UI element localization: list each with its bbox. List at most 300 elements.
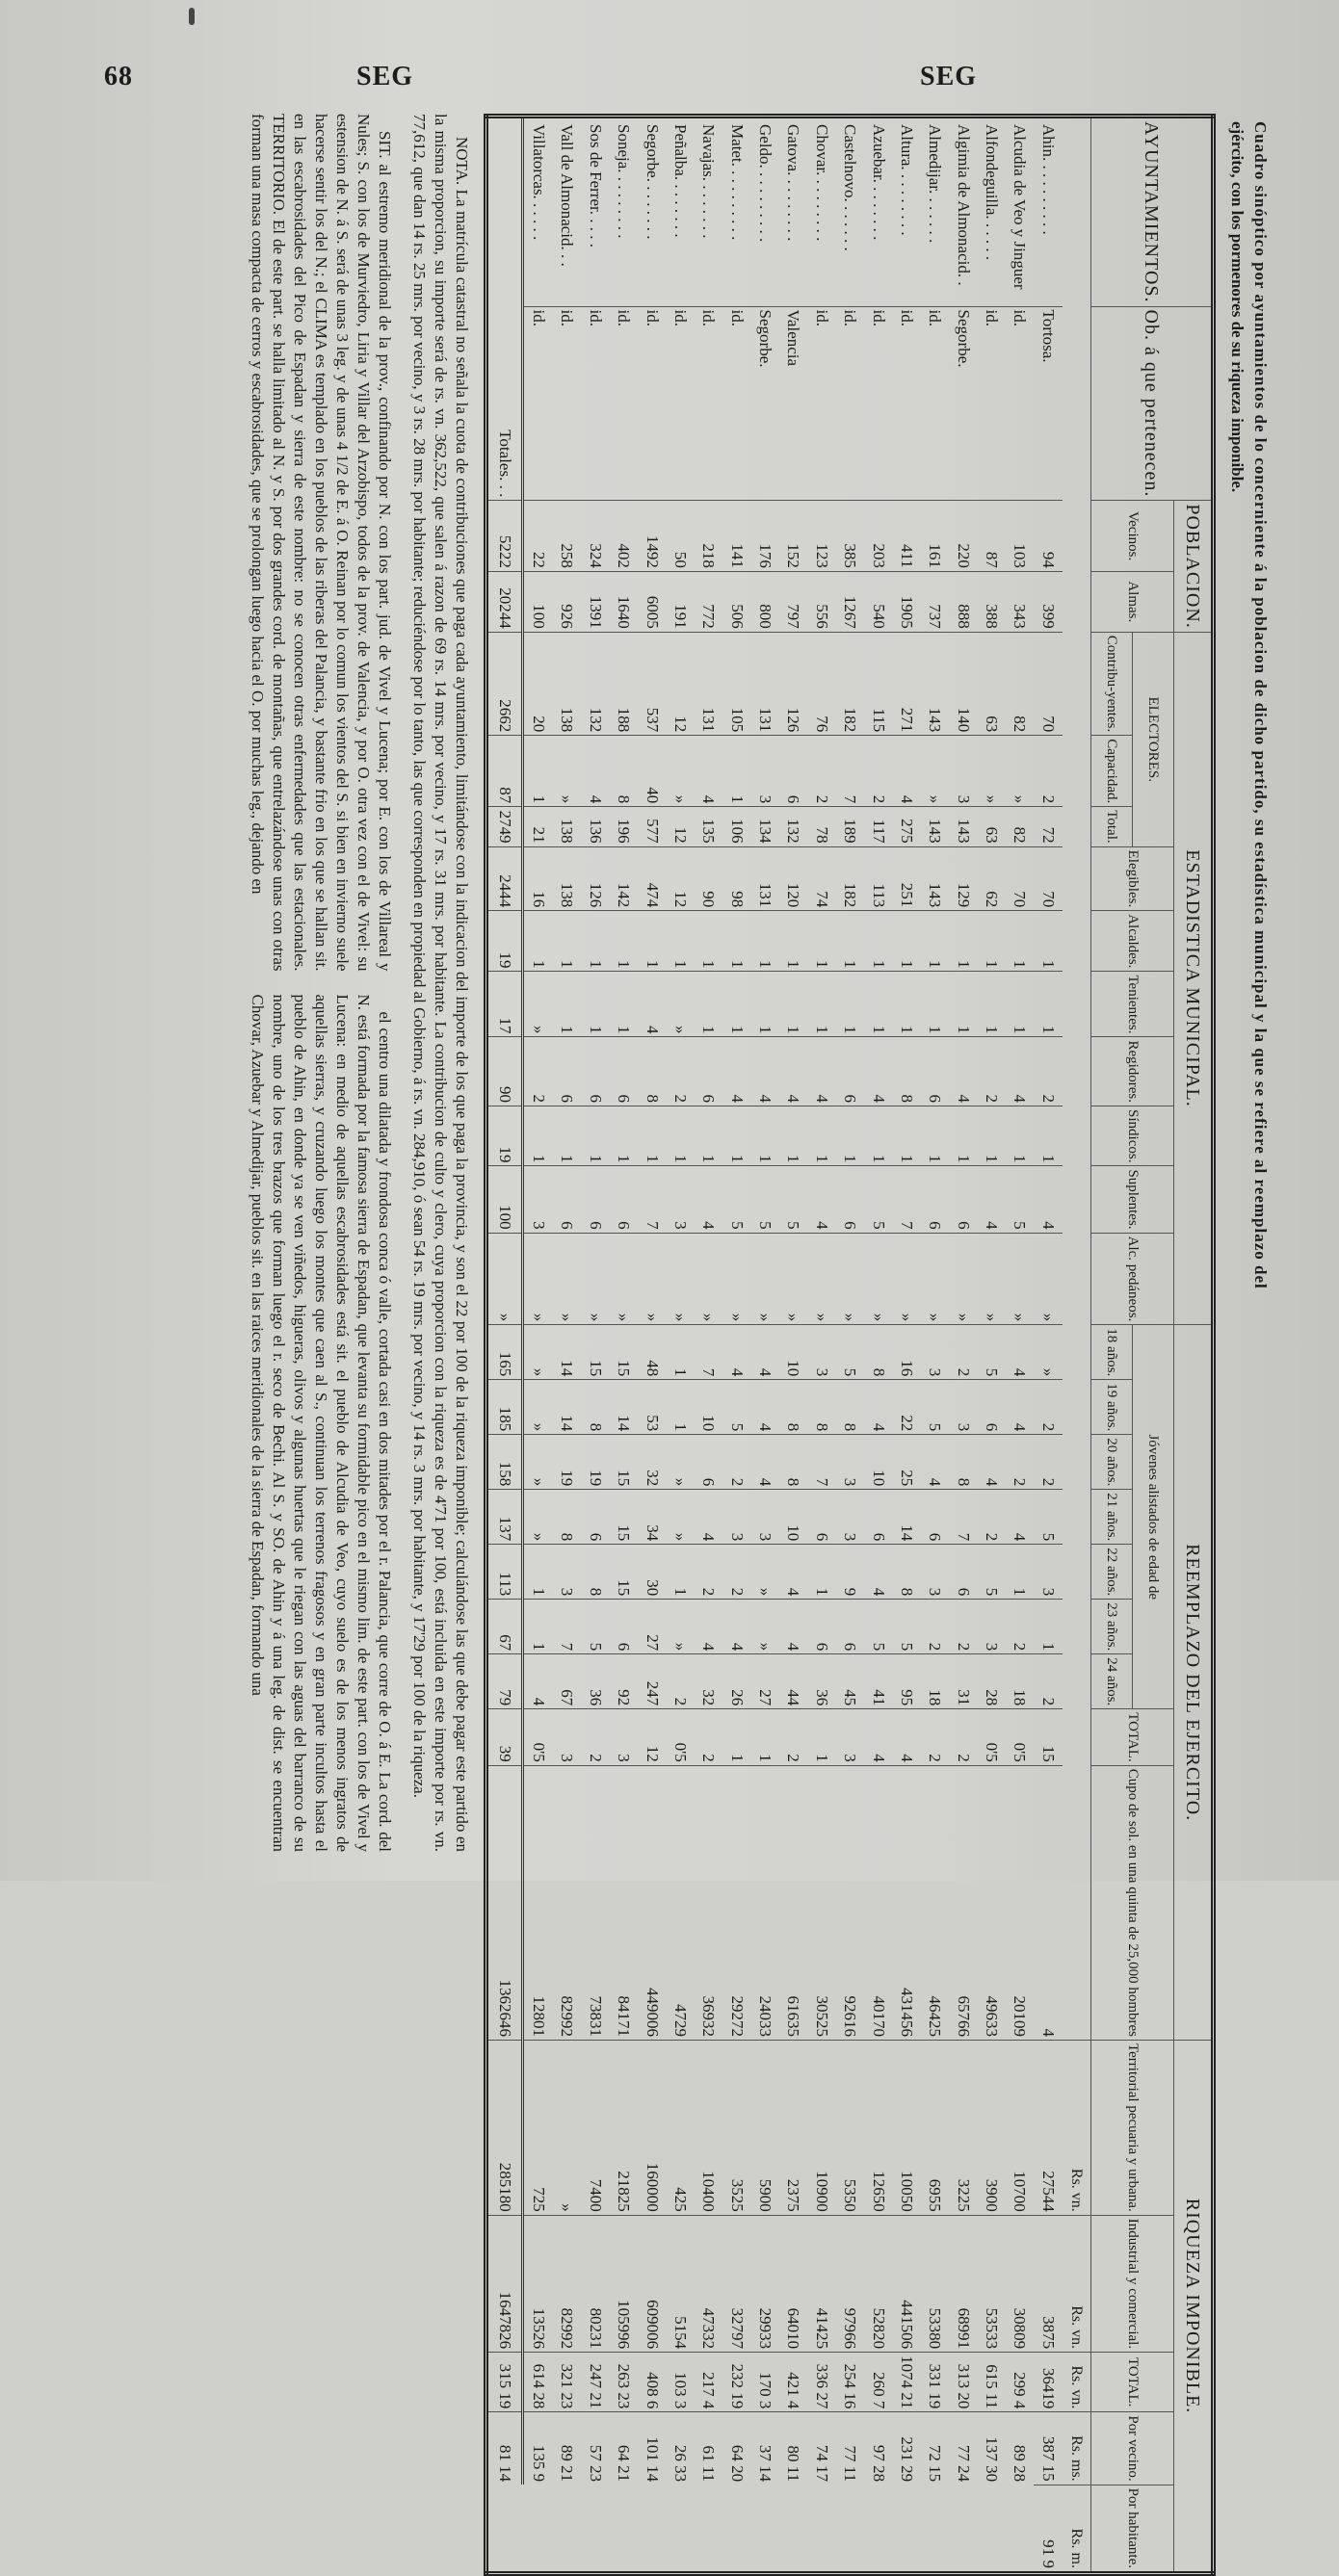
col-cupo: Cupo de sol. en una quinta de 25,000 hombres [1091, 1765, 1174, 2040]
totals-cell: 315 19 [486, 2353, 523, 2412]
table-cell: 16 [523, 846, 553, 911]
table-cell: 8 [807, 1380, 835, 1435]
table-cell: 191 [666, 571, 694, 632]
row-ayuntamiento: Geldo. . . . . . . . . . [750, 117, 778, 307]
table-cell: 188 [610, 632, 638, 735]
table-cell: » [523, 1435, 553, 1490]
table-cell: 126 [779, 632, 807, 735]
row-ayuntamiento: Algimia de Almonacid. . [949, 117, 977, 307]
table-cell: 12 [666, 807, 694, 846]
table-cell: 131 [750, 632, 778, 735]
group-riqueza: RIQUEZA IMPONIBLE. [1174, 2041, 1214, 2574]
table-cell: 1 [1006, 972, 1034, 1037]
table-row [1034, 117, 1062, 2574]
table-cell: 247 21 [581, 2353, 609, 2412]
table-cell: 1 [807, 1709, 835, 1765]
table-cell: » [949, 1233, 977, 1325]
table-cell: 15 [610, 1490, 638, 1545]
table-cell: 9 [836, 1545, 864, 1600]
totals-cell: 1362646 [486, 1765, 523, 2040]
table-cell: » [523, 1380, 553, 1435]
table-cell: 68991 [949, 2215, 977, 2352]
totals-cell: » [486, 1233, 523, 1325]
table-cell: 13526 [523, 2215, 553, 2352]
col-alcaldes: Alcaldes. [1091, 911, 1174, 972]
table-cell: 1 [1006, 1106, 1034, 1166]
table-cell: 441506 [892, 2215, 920, 2352]
row-ob: id. [892, 306, 920, 501]
table-cell: 1 [523, 1106, 553, 1166]
table-cell: 27 [638, 1600, 666, 1654]
col-suplentes: Suplentes. [1091, 1166, 1174, 1233]
table-cell: 6955 [921, 2041, 949, 2216]
table-cell: 137 30 [977, 2412, 1005, 2485]
table-cell: 6005 [638, 571, 666, 632]
row-ob: Segorbe. [949, 306, 977, 501]
table-cell: 8 [892, 1545, 920, 1600]
table-cell: 4 [977, 1435, 1005, 1490]
table-cell: 1 [921, 972, 949, 1037]
running-header-left: SEG [356, 62, 414, 91]
table-cell: 6 [807, 1490, 835, 1545]
table-cell: 3 [836, 1490, 864, 1545]
table-cell: » [523, 1325, 553, 1380]
table-cell: 12 [666, 632, 694, 735]
table-cell: 3875 [1034, 2215, 1062, 2352]
table-cell: 431456 [892, 1765, 920, 2040]
totals-cell: 19 [486, 911, 523, 972]
table-cell: 182 [836, 632, 864, 735]
col-vecinos: Vecinos. [1091, 501, 1174, 571]
table-cell: 385 [836, 501, 864, 571]
table-cell: 2 [523, 1037, 553, 1106]
table-row [610, 117, 638, 2574]
table-cell: 4 [638, 972, 666, 1037]
table-cell: 4 [1034, 1765, 1062, 2040]
table-cell: 1 [949, 911, 977, 972]
table-cell: » [779, 1233, 807, 1325]
table-cell: 160000 [638, 2041, 666, 2216]
col-total-reemplazo: TOTAL. [1091, 1709, 1174, 1765]
totals-cell: 113 [486, 1545, 523, 1600]
table-cell: 1 [892, 1106, 920, 1166]
table-cell: 100 [523, 571, 553, 632]
table-cell: 421 4 [779, 2353, 807, 2412]
table-cell: » [523, 972, 553, 1037]
table-cell: 7 [553, 1600, 581, 1654]
col-22: 22 años. [1091, 1545, 1133, 1600]
table-cell: 474 [638, 846, 666, 911]
unit-total: Rs. vn. [1063, 2353, 1091, 2412]
table-cell: 1 [750, 1709, 778, 1765]
table-cell: 1074 21 [892, 2353, 920, 2412]
table-cell: 5900 [750, 2041, 778, 2216]
table-cell: 609006 [638, 2215, 666, 2352]
col-23: 23 años. [1091, 1600, 1133, 1654]
table-cell: 331 19 [921, 2353, 949, 2412]
table-cell: 22 [523, 501, 553, 571]
table-cell: 4 [722, 1037, 750, 1106]
table-cell: 6 [949, 1166, 977, 1233]
table-cell: 6 [836, 1037, 864, 1106]
table-cell: 1 [722, 736, 750, 807]
table-cell: 132 [581, 632, 609, 735]
table-row [523, 117, 553, 2574]
row-ob: id. [921, 306, 949, 501]
table-cell: 62 [977, 846, 1005, 911]
table-cell: 6 [610, 1166, 638, 1233]
table-cell: 70 [1034, 846, 1062, 911]
table-cell: 231 29 [892, 2412, 920, 2485]
table-cell: 40 [638, 736, 666, 807]
table-row [695, 117, 722, 2574]
table-cell: » [610, 1233, 638, 1325]
table-cell: 4 [750, 1325, 778, 1380]
table-cell: 399 [1034, 571, 1062, 632]
table-cell: 1 [695, 972, 722, 1037]
row-ayuntamiento: Chovar. . . . . . . . . [807, 117, 835, 307]
table-cell: 1 [1034, 1600, 1062, 1654]
table-cell: » [638, 1233, 666, 1325]
table-cell: 1 [949, 1106, 977, 1166]
row-ayuntamiento: Alfondeguilla. . . . . . [977, 117, 1005, 307]
table-cell: 161 [921, 501, 949, 571]
table-cell: 7 [892, 1166, 920, 1233]
table-cell: 14 [892, 1490, 920, 1545]
table-cell: 24033 [750, 1765, 778, 2040]
table-cell: 31 [949, 1654, 977, 1709]
table-cell: » [1034, 1325, 1062, 1380]
table-cell: 5154 [666, 2215, 694, 2352]
table-cell: 89 21 [553, 2412, 581, 2485]
table-cell: 142 [610, 846, 638, 911]
table-cell: 12801 [523, 1765, 553, 2040]
table-cell: 30 [638, 1545, 666, 1600]
table-cell: 220 [949, 501, 977, 571]
table-cell: 106 [722, 807, 750, 846]
table-cell: 0'5 [666, 1709, 694, 1765]
table-cell: 3 [836, 1709, 864, 1765]
table-cell: 2 [1034, 1435, 1062, 1490]
table-cell: 2 [1006, 1435, 1034, 1490]
units-row [1063, 117, 1091, 2574]
row-ayuntamiento: Alcudia de Veo y Jinguer [1006, 117, 1034, 307]
paper-defect [189, 8, 195, 25]
table-cell: 4 [864, 1545, 892, 1600]
table-cell: 138 [553, 807, 581, 846]
table-cell: 5 [722, 1380, 750, 1435]
table-cell: 1 [581, 972, 609, 1037]
table-cell: 49633 [977, 1765, 1005, 2040]
table-cell: 123 [807, 501, 835, 571]
table-cell: » [666, 1490, 694, 1545]
table-cell: 20109 [1006, 1765, 1034, 2040]
table-row [949, 117, 977, 2574]
col-por-habitante: Por habitante. [1091, 2485, 1174, 2573]
table-cell: 103 3 [666, 2353, 694, 2412]
table-cell: 105996 [610, 2215, 638, 2352]
table-cell: 2375 [779, 2041, 807, 2216]
table-cell: 1 [581, 911, 609, 972]
table-cell: 70 [1034, 632, 1062, 735]
table-cell: 343 [1006, 571, 1034, 632]
table-cell: 72 15 [921, 2412, 949, 2485]
group-reemplazo: REEMPLAZO DEL EJERCITO. [1174, 1325, 1214, 2041]
table-cell: 1492 [638, 501, 666, 571]
table-cell: 77 11 [836, 2412, 864, 2485]
row-ob: Valencia [779, 306, 807, 501]
table-cell: 74 17 [807, 2412, 835, 2485]
table-cell: 537 [638, 632, 666, 735]
table-cell: 4 [581, 736, 609, 807]
table-cell: 135 [695, 807, 722, 846]
totals-cell: 100 [486, 1166, 523, 1233]
table-cell: 8 [864, 1325, 892, 1380]
table-cell: 1 [892, 972, 920, 1037]
table-cell: 82 [1006, 807, 1034, 846]
table-cell: 30809 [1006, 2215, 1034, 2352]
row-ob: Segorbe. [750, 306, 778, 501]
table-cell: 8 [581, 1545, 609, 1600]
table-cell: 29272 [722, 1765, 750, 2040]
table-cell: 2 [864, 736, 892, 807]
row-ayuntamiento: Almedijar. . . . . . . [921, 117, 949, 307]
table-cell: 2 [1034, 1037, 1062, 1106]
table-cell: 50 [666, 501, 694, 571]
col-total-riqueza: TOTAL. [1091, 2353, 1174, 2412]
col-21: 21 años. [1091, 1490, 1133, 1545]
table-cell: 32 [695, 1654, 722, 1709]
table-cell: 7 [807, 1435, 835, 1490]
row-ayuntamiento: Villatorcas. . . . . . [523, 117, 553, 307]
table-cell: 614 28 [523, 2353, 553, 2412]
table-cell: 65766 [949, 1765, 977, 2040]
table-cell: 3 [722, 1490, 750, 1545]
table-cell: 6 [581, 1166, 609, 1233]
table-cell: 3 [610, 1709, 638, 1765]
table-cell: 70 [1006, 846, 1034, 911]
page-number: 68 [104, 62, 133, 91]
table-cell: 321 23 [553, 2353, 581, 2412]
table-cell: 126 [581, 846, 609, 911]
table-cell: 138 [553, 632, 581, 735]
table-cell: 1 [921, 1106, 949, 1166]
table-cell: 1 [779, 911, 807, 972]
table-cell: 3 [836, 1435, 864, 1490]
table-cell: 4 [695, 1600, 722, 1654]
table-cell: 8 [949, 1435, 977, 1490]
table-cell: 170 3 [750, 2353, 778, 2412]
table-cell: 3 [977, 1600, 1005, 1654]
table-cell: 800 [750, 571, 778, 632]
row-ayuntamiento: Vall de Almonacid. . . [553, 117, 581, 307]
table-cell: 3900 [977, 2041, 1005, 2216]
table-cell: 6 [836, 1600, 864, 1654]
table-cell: 6 [836, 1166, 864, 1233]
table-cell: 3 [921, 1545, 949, 1600]
col-industrial: Industrial y comercial. [1091, 2215, 1174, 2352]
table-cell: 19 [553, 1435, 581, 1490]
table-cell: 1 [581, 1106, 609, 1166]
table-cell: 47332 [695, 2215, 722, 2352]
table-row [807, 117, 835, 2574]
table-cell: 92616 [836, 1765, 864, 2040]
table-cell: 14 [553, 1380, 581, 1435]
caption-lead: Cuadro sinóptico por ayuntamientos de lo concerniente á la poblacion de dicho partido, su estadística municipal y la que se refiere al reemplazo del [1251, 121, 1270, 1289]
unit-territorial: Rs. vn. [1063, 2041, 1091, 2216]
table-cell: 3 [750, 736, 778, 807]
table-cell: 80 11 [779, 2412, 807, 2485]
table-cell: 131 [695, 632, 722, 735]
totals-label: Totales. . . [486, 117, 523, 501]
text-column-1: SIT. al estremo meridional de la prov., confinando por N. con los part. jud. de Vivel y Lucena; por E. con los de Villareal y Nules; S. con los de Murviedro, Liria y Villar del Arzobispo, todos de la prov. de Valencia, y por O. otra vez con el de Vivel: su estension de N. á S. será de unas 3 leg. y de unas 4 1/2 de E. á O. Reinan por lo comun los vientos del S. si bien en invierno suele hacerse sentir los del N.; el CLIMA es templado en los pueblos de las riberas del Palancia, y bastante frio en los que se hallan sit. en las escabrosidades del Pico de Espadan y sierra de este nombre: no se conocen otras enfermedades que las estacionales. TERRITORIO. El de este part. se halla limitado al N. y S. por dos grandes cord. de montañas, que entrelazándose unas con otras forman una masa compacta de cerros y escabrosidades, que se prolongan luego hacia el O. por muchas leg., dejando en [249, 114, 394, 972]
table-cell: 4 [864, 1709, 892, 1765]
table-cell: 1 [836, 911, 864, 972]
table-cell: 136 [581, 807, 609, 846]
table-cell: 10 [779, 1490, 807, 1545]
table-cell: 2 [666, 1037, 694, 1106]
table-row [836, 117, 864, 2574]
table-cell: 91 9 [1034, 2485, 1062, 2573]
table-cell: 0'5 [523, 1709, 553, 1765]
table-cell: 6 [581, 1037, 609, 1106]
table-cell: 53380 [921, 2215, 949, 2352]
row-ayuntamiento: Gatova. . . . . . . . . [779, 117, 807, 307]
table-cell: 217 4 [695, 2353, 722, 2412]
table-cell: 1 [666, 1106, 694, 1166]
table-cell: 299 4 [1006, 2353, 1034, 2412]
table-cell: 105 [722, 632, 750, 735]
table-cell: 14 [610, 1380, 638, 1435]
subgroup-electores: ELECTORES. [1133, 632, 1174, 846]
table-cell: 402 [610, 501, 638, 571]
table-cell: » [553, 2041, 581, 2216]
table-cell: 29933 [750, 2215, 778, 2352]
table-cell: 89 28 [1006, 2412, 1034, 2485]
table-cell: 387 15 [1034, 2412, 1062, 2485]
table-cell: 1 [666, 1545, 694, 1600]
table-cell: 6 [864, 1490, 892, 1545]
table-cell: 2 [581, 1709, 609, 1765]
table-cell: 4 [892, 736, 920, 807]
table-cell: 1 [610, 972, 638, 1037]
col-tenientes: Tenientes. [1091, 972, 1174, 1037]
table-cell: 64 21 [610, 2412, 638, 2485]
table-cell: 1 [836, 1106, 864, 1166]
table-cell: 1 [779, 1106, 807, 1166]
table-cell: 1 [779, 972, 807, 1037]
table-cell: 92 [610, 1654, 638, 1709]
table-cell: 247 [638, 1654, 666, 1709]
row-ayuntamiento: Ahin. . . . . . . . . . [1034, 117, 1062, 307]
table-cell: » [722, 1233, 750, 1325]
table-cell: 140 [949, 632, 977, 735]
table-cell: 78 [807, 807, 835, 846]
group-poblacion: POBLACION. [1174, 501, 1214, 632]
table-cell: 737 [921, 571, 949, 632]
table-cell: 3 [949, 1380, 977, 1435]
table-cell: 101 14 [638, 2412, 666, 2485]
unit-por-vecino: Rs. ms. [1063, 2412, 1091, 2485]
table-cell: 134 [750, 807, 778, 846]
table-cell: 336 27 [807, 2353, 835, 2412]
table-cell: 21 [523, 807, 553, 846]
table-cell: 6 [553, 1037, 581, 1106]
table-cell: 3 [523, 1166, 553, 1233]
col-por-vecino: Por vecino. [1091, 2412, 1174, 2485]
table-row [581, 117, 609, 2574]
table-cell: 4 [779, 1600, 807, 1654]
totals-cell: 87 [486, 736, 523, 807]
table-cell: 1 [1006, 1545, 1034, 1600]
totals-cell: 20244 [486, 571, 523, 632]
table-cell: 5 [977, 1325, 1005, 1380]
table-cell: 182 [836, 846, 864, 911]
table-cell: 1391 [581, 571, 609, 632]
table-cell: 30525 [807, 1765, 835, 2040]
table-cell: 80231 [581, 2215, 609, 2352]
nota-paragraph: NOTA. La matrícula catastral no señala la cuota de contribuciones que paga cada ayuntamiento, limitándose con la indicacion del importe de los que paga la provincia, y son el 22 por 100 de la riqueza imponible; calculándose las que debe pagar este partido en la misma proporcion, su importe será de rs. vn. 362,522, que salen á razon de 69 rs. 14 mrs. por vecino, y 17 rs. 31 mrs. por habitante. La contribucion de culto y clero, cuya proporcion con la riqueza es de 4'71 por 100, está incluida en este importe por rs. vn. 77,612, que dan 14 rs. 25 mrs. por vecino, y 3 rs. 28 mrs. por habitante; reduciéndose por lo tanto, las que corresponden en propiedad al Gobierno, á rs. vn. 284,910, ó sean 54 rs. 19 mrs. por vecino, y 14 rs. 3 mrs. por habitante, y 17'29 por 100 de la riqueza. [410, 114, 471, 1852]
row-ob: id. [807, 306, 835, 501]
notes-section [247, 114, 472, 1852]
totals-cell: 285180 [486, 2041, 523, 2216]
table-cell: 98 [722, 846, 750, 911]
table-cell: 53 [638, 1380, 666, 1435]
table-cell: 36 [581, 1654, 609, 1709]
row-ayuntamiento: Castelnovo. . . . . . . [836, 117, 864, 307]
table-cell: 258 [553, 501, 581, 571]
col-18: 18 años. [1091, 1325, 1133, 1380]
table-cell: 4 [1006, 1037, 1034, 1106]
table-row [666, 117, 694, 2574]
table-cell: 1 [750, 911, 778, 972]
table-cell: 232 19 [722, 2353, 750, 2412]
row-ayuntamiento: Segorbe. . . . . . . . [638, 117, 666, 307]
col-contribuyentes: Contribu-yentes. [1091, 632, 1133, 735]
table-cell: 94 [1034, 501, 1062, 571]
table-cell: 73831 [581, 1765, 609, 2040]
table-cell: 3 [949, 736, 977, 807]
totals-cell: 81 14 [486, 2412, 523, 2485]
row-ob: id. [977, 306, 1005, 501]
table-cell: 6 [779, 736, 807, 807]
table-cell: 4 [892, 1709, 920, 1765]
table-cell: 1905 [892, 571, 920, 632]
table-cell: » [750, 1545, 778, 1600]
table-cell: 95 [892, 1654, 920, 1709]
table-row [779, 117, 807, 2574]
table-cell: 77 24 [949, 2412, 977, 2485]
table-cell: 2 [666, 1654, 694, 1709]
table-cell: » [666, 736, 694, 807]
table-cell: 8 [836, 1380, 864, 1435]
table-cell: 6 [977, 1380, 1005, 1435]
row-ob: id. [553, 306, 581, 501]
table-cell: 4 [807, 1166, 835, 1233]
table-cell: 1 [807, 1545, 835, 1600]
table-cell: 14 [553, 1325, 581, 1380]
table-cell: 1 [666, 911, 694, 972]
table-cell: 203 [864, 501, 892, 571]
table-cell: 3 [553, 1545, 581, 1600]
table-cell: 6 [695, 1037, 722, 1106]
table-cell: 5 [864, 1166, 892, 1233]
table-cell: 7 [836, 736, 864, 807]
table-cell: 1 [977, 972, 1005, 1037]
table-cell: 1 [666, 1380, 694, 1435]
table-cell: 10 [695, 1380, 722, 1435]
totals-cell: 19 [486, 1106, 523, 1166]
